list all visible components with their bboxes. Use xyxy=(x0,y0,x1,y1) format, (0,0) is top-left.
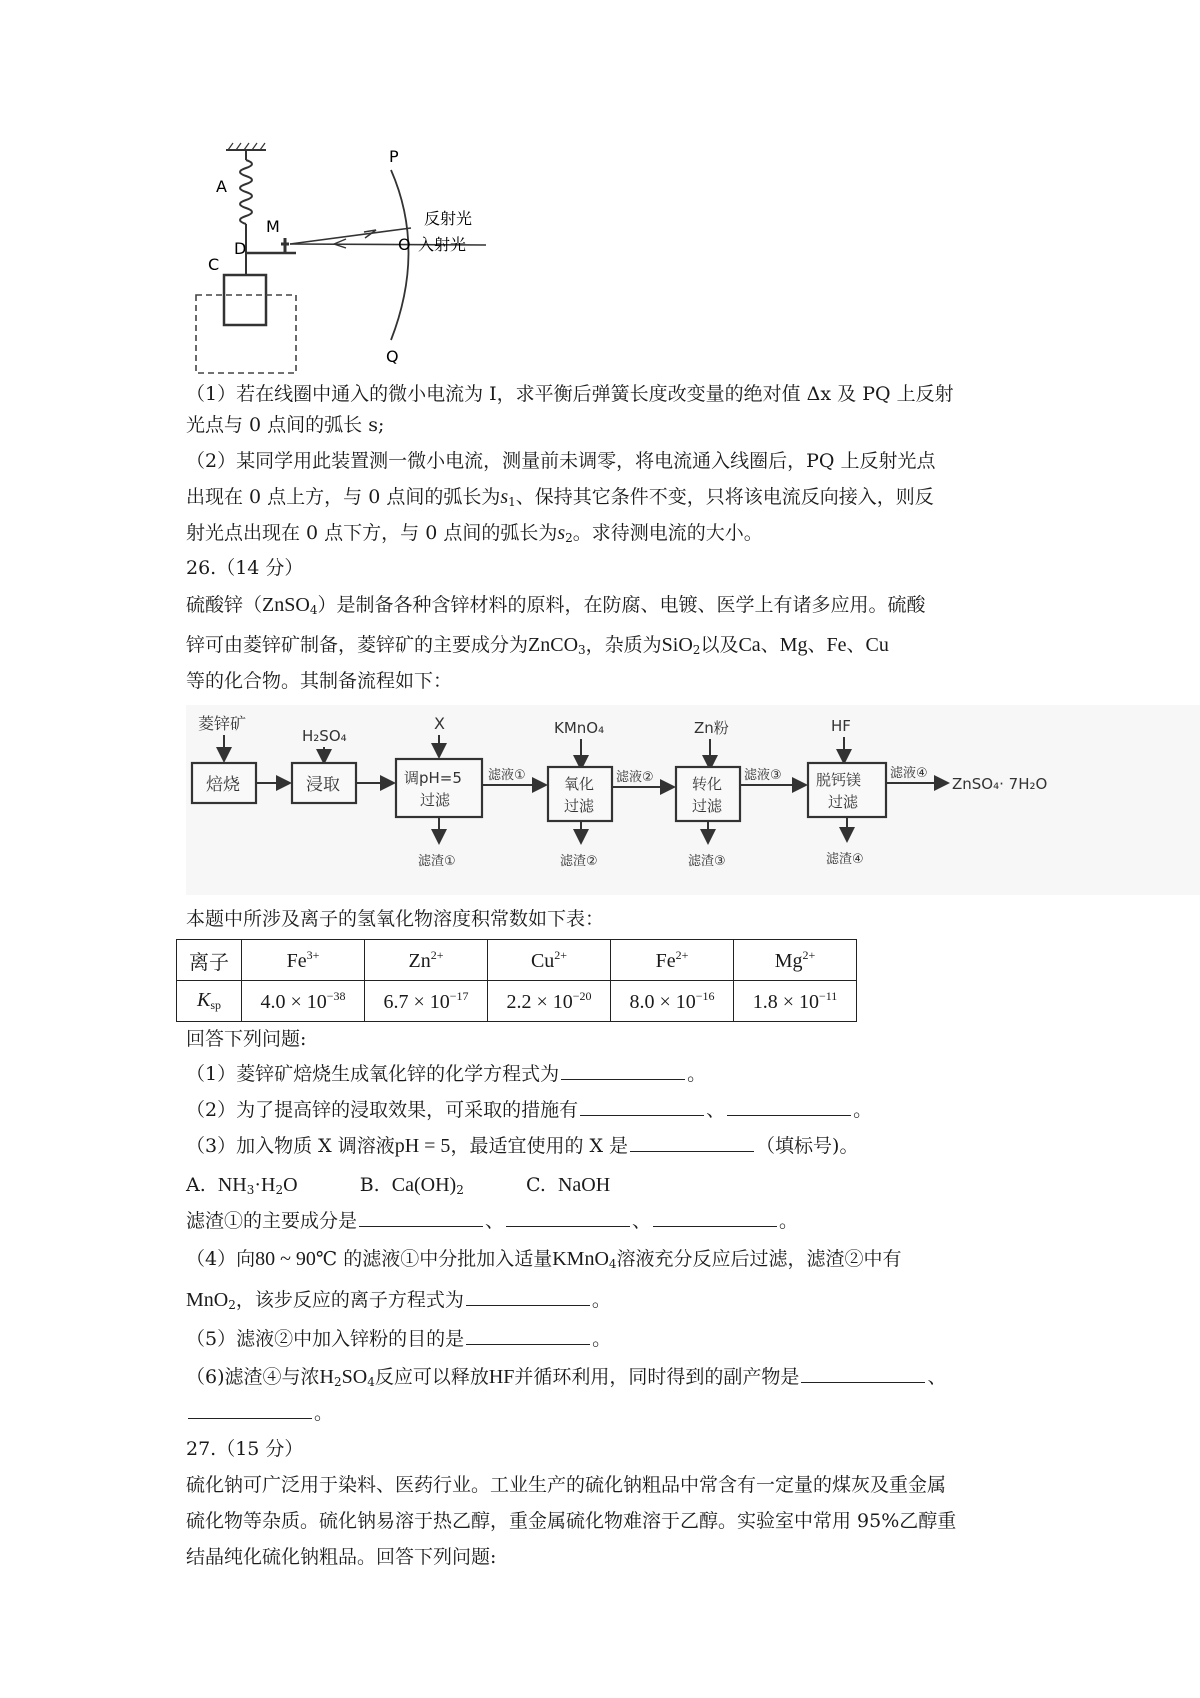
process-flow-diagram xyxy=(186,705,1200,895)
ksp-value-1: $4.0 \times 10^{-38}$ xyxy=(242,981,365,1022)
q25-part2-line1: （2）某同学用此装置测一微小电流，测量前未调零，将电流通入线圈后，PQ 上反射光点 xyxy=(186,450,936,472)
ksp-ion-5: $Mg^{2+}$ xyxy=(734,940,857,981)
box-leaching-label: 浸取 xyxy=(306,775,340,795)
q27-header: 27.（15 分） xyxy=(186,1438,304,1460)
label-incident-light: 入射光 xyxy=(418,235,467,254)
input-zn-powder: Zn粉 xyxy=(694,719,729,737)
residue-3: 滤渣③ xyxy=(688,854,726,869)
ksp-table xyxy=(176,939,857,1022)
answer-blank[interactable] xyxy=(727,1097,851,1116)
q26-intro-line3: 等的化合物。其制备流程如下： xyxy=(186,670,453,692)
answer-blank[interactable] xyxy=(630,1133,754,1152)
q26-residue1: 滤渣①的主要成分是 、 、 。 xyxy=(186,1210,799,1232)
input-hf: HF xyxy=(831,717,851,735)
q26-sub3: （3）加入物质 X 调溶液pH = 5，最适宜使用的 X 是 （填标号)。 xyxy=(186,1135,859,1157)
q25-part1-line2: 光点与 0 点间的弧长 s; xyxy=(186,414,385,436)
box-oxidation-label: 氧化 xyxy=(564,775,595,793)
box-adjust-ph-label: 调pH=5 xyxy=(404,769,462,787)
ksp-head-label: 离子 xyxy=(177,940,242,981)
answer-blank[interactable] xyxy=(561,1061,685,1080)
q26-sub6-line2: 。 xyxy=(186,1400,1046,1426)
ksp-value-4: $8.0 \times 10^{-16}$ xyxy=(611,981,734,1022)
answer-blank[interactable] xyxy=(580,1097,704,1116)
q27-line2: 硫化物等杂质。硫化钠易溶于热乙醇，重金属硫化物难溶于乙醇。实验室中常用 95%乙醇重 xyxy=(186,1510,957,1532)
ksp-table-header-row xyxy=(177,940,857,981)
box-conversion-label: 转化 xyxy=(692,775,723,793)
filtrate-4: 滤液④ xyxy=(890,766,928,781)
apparatus-diagram xyxy=(186,140,516,380)
label-A: A xyxy=(216,177,227,196)
box-conversion-filter: 过滤 xyxy=(692,797,723,815)
label-M: M xyxy=(266,217,280,236)
q26-sub1: （1）菱锌矿焙烧生成氧化锌的化学方程式为 。 xyxy=(186,1063,707,1085)
residue-2: 滤渣② xyxy=(560,854,598,869)
ksp-ion-2: $Zn^{2+}$ xyxy=(365,940,488,981)
answer-blank[interactable] xyxy=(359,1208,483,1227)
q26-options: A. $NH_3\cdot H_2O$ B. $Ca(OH)_2$ C. NaOH xyxy=(186,1174,611,1197)
ksp-value-3: $2.2 \times 10^{-20}$ xyxy=(488,981,611,1022)
physics-apparatus-figure xyxy=(186,140,516,380)
ksp-ion-4: $Fe^{2+}$ xyxy=(611,940,734,981)
ksp-ion-1: $Fe^{3+}$ xyxy=(242,940,365,981)
answer-intro: 回答下列问题: xyxy=(186,1028,307,1050)
residue-1: 滤渣① xyxy=(418,854,456,869)
q26-sub2: （2）为了提高锌的浸取效果，可采取的措施有 、 。 xyxy=(186,1099,873,1121)
q26-sub4-line2: MnO$_2$，该步反应的离子方程式为 。 xyxy=(186,1289,611,1312)
q26-sub5: （5）滤液②中加入锌粉的目的是 。 xyxy=(186,1328,612,1350)
answer-blank[interactable] xyxy=(466,1287,590,1306)
q26-intro-line2: 锌可由菱锌矿制备，菱锌矿的主要成分为ZnCO$_3$，杂质为SiO$_2$以及Ca、Mg、Fe、Cu xyxy=(186,634,889,657)
label-reflected-light: 反射光 xyxy=(424,209,473,228)
box-decalcify-filter: 过滤 xyxy=(828,793,859,811)
ksp-ion-3: $Cu^{2+}$ xyxy=(488,940,611,981)
filtrate-3: 滤液③ xyxy=(744,768,782,783)
q27-line1: 硫化钠可广泛用于染料、医药行业。工业生产的硫化钠粗品中常含有一定量的煤灰及重金属 xyxy=(186,1474,947,1496)
input-kmno4: KMnO₄ xyxy=(554,719,605,737)
q26-header: 26.（14 分） xyxy=(186,557,304,579)
ksp-table-intro: 本题中所涉及离子的氢氧化物溶度积常数如下表： xyxy=(186,908,605,930)
q25-part2-line3: 射光点出现在 0 点下方，与 0 点间的弧长为$s_2$。求待测电流的大小。 xyxy=(186,522,763,545)
label-Q: Q xyxy=(386,347,399,366)
ksp-table-value-row xyxy=(177,981,857,1022)
answer-blank[interactable] xyxy=(506,1208,630,1227)
q26-sub4-line1: （4）向80 ~ 90℃ 的滤液①中分批加入适量KMnO$_4$溶液充分反应后过滤，滤渣②中有 xyxy=(186,1248,902,1271)
filtrate-2: 滤液② xyxy=(616,770,654,785)
label-D: D xyxy=(234,239,247,258)
box-decalcify-label: 脱钙镁 xyxy=(816,771,862,789)
input-h2so4: H₂SO₄ xyxy=(302,727,347,745)
answer-blank[interactable] xyxy=(801,1364,925,1383)
q27-line3: 结晶纯化硫化钠粗品。回答下列问题: xyxy=(186,1546,497,1568)
input-x: X xyxy=(434,714,445,733)
answer-blank[interactable] xyxy=(188,1400,312,1419)
box-oxidation-filter: 过滤 xyxy=(564,797,595,815)
answer-blank[interactable] xyxy=(466,1326,590,1345)
flow-svg xyxy=(186,705,1200,895)
label-C: C xyxy=(208,255,220,274)
filtrate-1: 滤液① xyxy=(488,768,526,783)
flow-product: ZnSO₄· 7H₂O xyxy=(952,775,1048,793)
ksp-value-2: $6.7 \times 10^{-17}$ xyxy=(365,981,488,1022)
answer-blank[interactable] xyxy=(653,1208,777,1227)
box-roasting-label: 焙烧 xyxy=(206,775,240,795)
label-P: P xyxy=(389,147,399,166)
ksp-row-label: $K_{sp}$ xyxy=(177,981,242,1022)
label-O: O xyxy=(398,235,411,254)
q26-intro-line1: 硫酸锌（ZnSO$_4$）是制备各种含锌材料的原料，在防腐、电镀、医学上有诸多应用。硫酸 xyxy=(186,594,926,617)
box-adjust-ph-filter: 过滤 xyxy=(420,791,451,809)
q26-sub6: （6)滤渣④与浓$H_2SO_4$反应可以释放HF并循环利用，同时得到的副产物是 、 xyxy=(186,1366,947,1389)
residue-4: 滤渣④ xyxy=(826,852,864,867)
input-smithsonite: 菱锌矿 xyxy=(198,714,247,733)
q25-part2-line2: 出现在 0 点上方，与 0 点间的弧长为$s_1$、保持其它条件不变，只将该电流反向接入，则反 xyxy=(186,486,934,509)
ksp-value-5: $1.8 \times 10^{-11}$ xyxy=(734,981,857,1022)
q25-part1-line1: （1）若在线圈中通入的微小电流为 I，求平衡后弹簧长度改变量的绝对值 Δx 及 PQ 上反射 xyxy=(186,383,954,405)
